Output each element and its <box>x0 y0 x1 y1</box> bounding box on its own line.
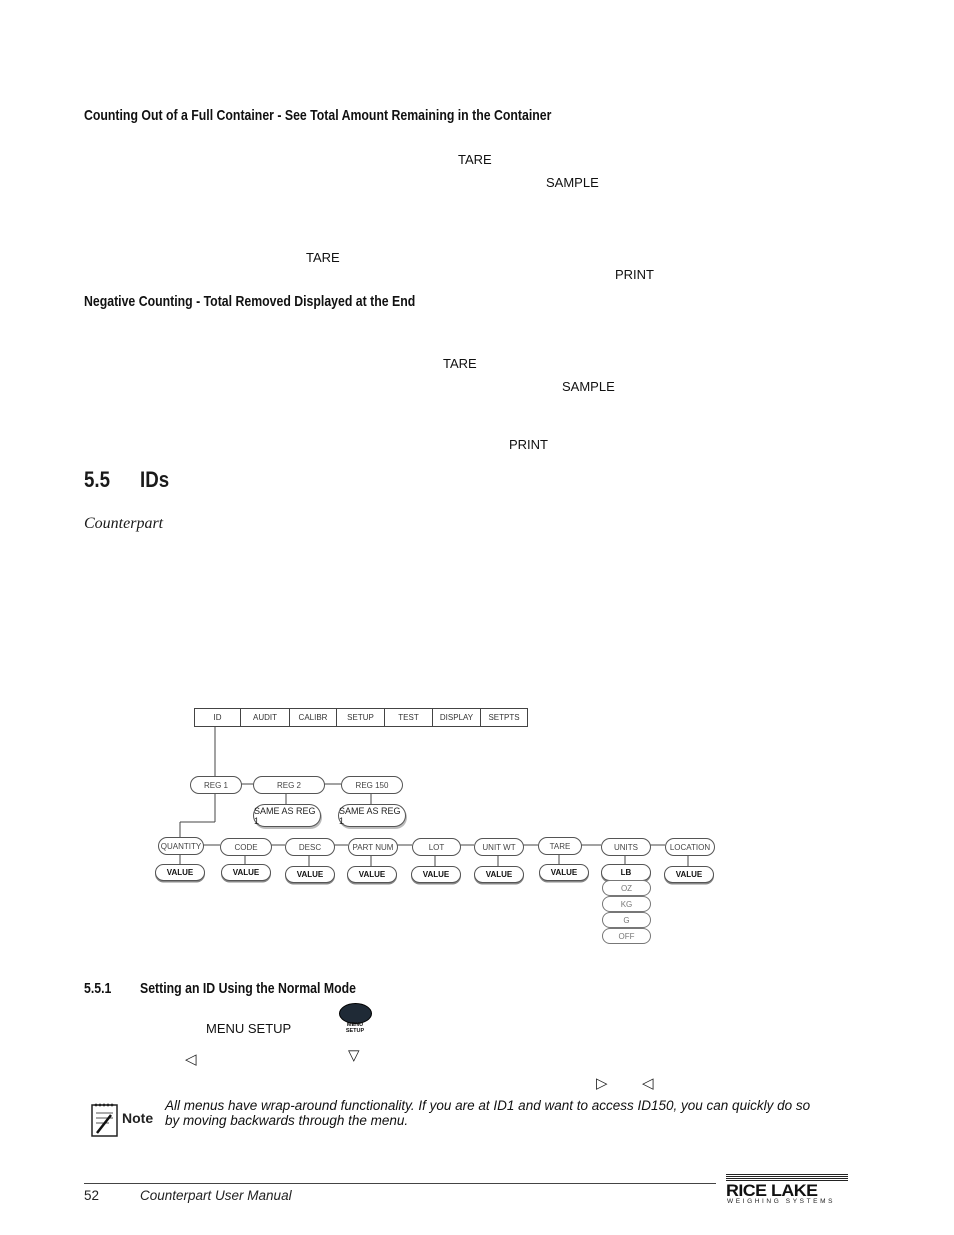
field-units-node: UNITS <box>601 838 651 856</box>
same-as-reg1-node: SAME AS REG 1 <box>253 804 321 827</box>
logo-stripes <box>726 1174 848 1181</box>
manual-title: Counterpart User Manual <box>140 1188 292 1203</box>
menu-cell-calibr: CALIBR <box>290 709 337 726</box>
section-title: IDs <box>140 467 170 492</box>
value-node: VALUE <box>155 864 205 881</box>
keyword-sample: SAMPLE <box>562 379 615 394</box>
keyword-print: PRINT <box>615 267 654 282</box>
field-quantity-node: QUANTITY <box>158 837 204 855</box>
menu-cell-display: DISPLAY <box>433 709 481 726</box>
subsection-number: 5.5.1 <box>84 980 112 997</box>
reg-150-node: REG 150 <box>341 776 403 794</box>
value-node: VALUE <box>347 866 397 883</box>
value-node: VALUE <box>411 866 461 883</box>
subsection-title: Setting an ID Using the Normal Mode <box>140 980 356 997</box>
keyword-tare: TARE <box>443 356 477 371</box>
units-option-oz: OZ <box>602 880 651 896</box>
product-name: Counterpart <box>84 515 164 532</box>
menu-cell-setup: SETUP <box>337 709 385 726</box>
field-lot-node: LOT <box>412 838 461 856</box>
keyword-print: PRINT <box>509 437 548 452</box>
keyword-sample: SAMPLE <box>546 175 599 190</box>
value-node: VALUE <box>539 864 589 881</box>
menu-button-line2: SETUP <box>345 1028 365 1034</box>
section-number: 5.5 <box>84 467 111 492</box>
down-arrow-icon: ▽ <box>348 1047 360 1064</box>
menu-cell-audit: AUDIT <box>241 709 290 726</box>
menu-button-line1: MENU <box>346 1022 364 1028</box>
left-arrow-icon: ◁ <box>642 1075 654 1092</box>
heading-negative-counting: Negative Counting - Total Removed Displayed at the End <box>84 293 416 310</box>
units-option-lb: LB <box>601 864 651 881</box>
field-desc-node: DESC <box>285 838 335 856</box>
field-location-node: LOCATION <box>665 838 715 856</box>
menu-setup-button-label <box>340 1022 370 1034</box>
value-node: VALUE <box>474 866 524 883</box>
keyword-tare: TARE <box>306 250 340 265</box>
footer-rule <box>84 1183 716 1184</box>
reg-1-node: REG 1 <box>190 776 242 794</box>
note-text-line2: by moving backwards through the menu. <box>165 1113 409 1128</box>
field-tare-node: TARE <box>538 837 582 855</box>
reg-2-node: REG 2 <box>253 776 325 794</box>
menu-cell-setpts: SETPTS <box>488 713 520 722</box>
units-option-g: G <box>602 912 651 928</box>
units-option-off: OFF <box>602 928 651 944</box>
left-arrow-icon: ◁ <box>185 1051 197 1068</box>
note-label: Note <box>122 1110 154 1126</box>
page-number: 52 <box>84 1188 100 1203</box>
units-option-kg: KG <box>602 896 651 912</box>
field-code-node: CODE <box>220 838 272 856</box>
value-node: VALUE <box>221 864 271 881</box>
rice-lake-logo: RICE LAKE <box>726 1181 818 1200</box>
keyword-menu-setup: MENU SETUP <box>206 1021 292 1036</box>
menu-cell-test: TEST <box>385 709 433 726</box>
menu-setup-button-icon <box>339 1003 372 1024</box>
menu-cell-id: ID <box>195 709 241 726</box>
rice-lake-logo-tagline: WEIGHING SYSTEMS <box>727 1198 836 1205</box>
keyword-tare: TARE <box>458 152 492 167</box>
value-node: VALUE <box>285 866 335 883</box>
heading-full-container: Counting Out of a Full Container - See Total Amount Remaining in the Container <box>84 107 552 124</box>
note-text-line1: All menus have wrap-around functionality. If you are at ID1 and want to access ID150, you can quickly do so <box>165 1098 811 1113</box>
right-arrow-icon: ▷ <box>596 1075 608 1092</box>
note-pad-icon <box>89 1101 123 1139</box>
value-node: VALUE <box>664 866 714 883</box>
field-part-num-node: PART NUM <box>348 838 398 856</box>
field-unit-wt-node: UNIT WT <box>474 838 524 856</box>
same-as-reg1-node: SAME AS REG 1 <box>338 804 406 827</box>
